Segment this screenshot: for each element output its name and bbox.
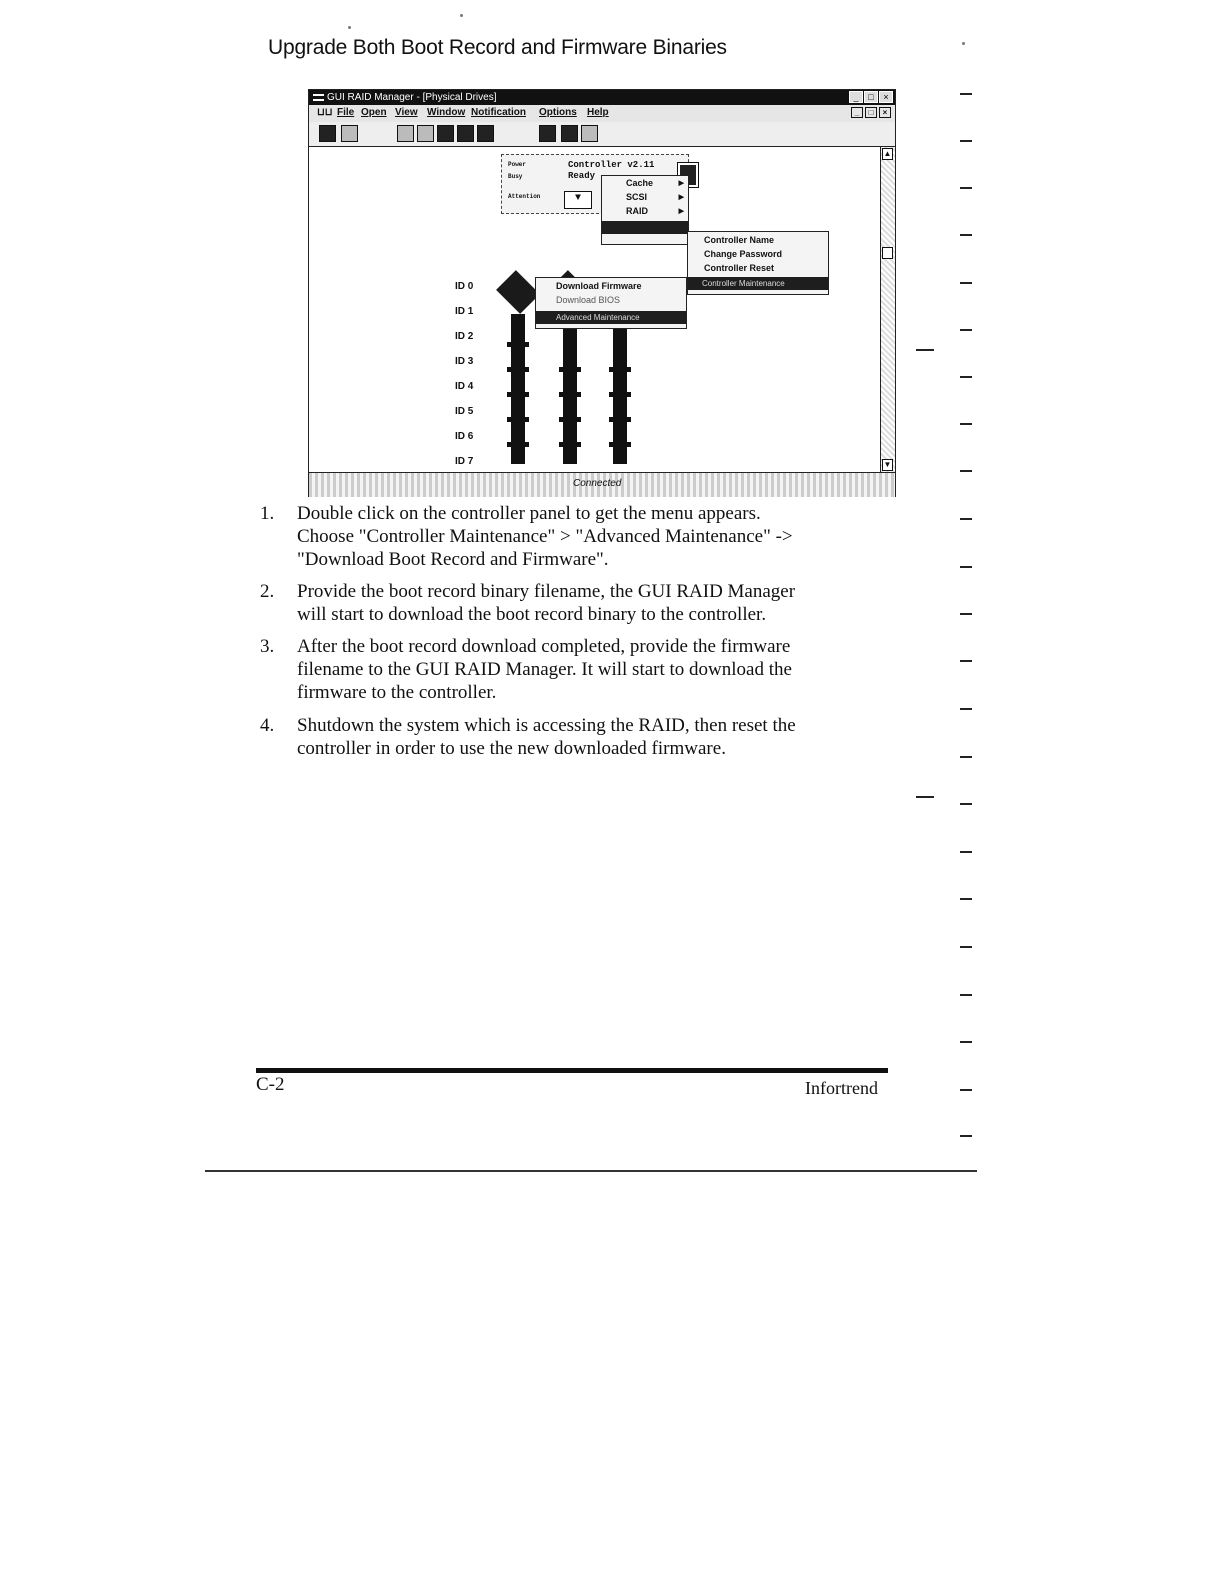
event-log-tool-icon[interactable] [561,125,578,142]
menu-window[interactable]: Window [427,107,466,118]
page-heading: Upgrade Both Boot Record and Firmware Binaries [268,36,727,59]
mdi-close-button[interactable]: × [879,107,891,118]
logical-drive-tool-icon[interactable] [397,125,414,142]
menu-item-cache[interactable]: Cache [626,178,654,188]
menu-file[interactable]: File [337,107,355,118]
menu-item-scsi[interactable]: SCSI [626,192,648,202]
step-number: 3. [260,636,275,657]
step-number: 2. [260,581,275,602]
menu-item-controller-selected[interactable] [602,221,688,234]
connect-tool-icon[interactable] [319,125,336,142]
maximize-button[interactable]: □ [864,91,878,103]
menu-view[interactable]: View [395,107,418,118]
menu-item-download-firmware[interactable]: Download Firmware [556,281,642,291]
menu-item-controller-maintenance[interactable]: Controller Maintenance [688,277,828,290]
footer-rule [256,1068,888,1073]
channel-tool-icon[interactable] [457,125,474,142]
physical-drive-tool-icon[interactable] [437,125,454,142]
maintenance-submenu [535,277,687,329]
panel-spin-button[interactable]: ▼ [564,191,592,209]
configuration-tool-icon[interactable] [539,125,556,142]
app-menu-icon[interactable]: ⊔⊔ [317,107,333,118]
busy-led-label: Busy [508,173,523,180]
logical-volume-tool-icon[interactable] [417,125,434,142]
status-bar [309,472,895,497]
host-lun-tool-icon[interactable] [477,125,494,142]
footer-brand: Infortrend [805,1078,878,1098]
power-led-label: Power [508,161,527,168]
system-menu-icon[interactable] [313,94,324,101]
attention-led-label: Attention [508,193,541,200]
id-label: ID 1 [455,306,474,317]
mdi-minimize-button[interactable]: _ [851,107,863,118]
vertical-scrollbar[interactable] [880,147,895,472]
window-controls [849,91,893,103]
menu-bar [309,105,895,122]
scroll-down-icon[interactable]: ▼ [883,460,892,469]
gui-raid-manager-screenshot [308,89,896,497]
page-bottom-line [205,1170,977,1172]
step-text: Double click on the controller panel to get the menu appears. Choose "Controller Maintenance" > "Advanced Maintenance" -> "Download Boot Record and Firmware". [297,503,793,570]
menu-item-controller-name[interactable]: Controller Name [704,235,775,245]
menu-open[interactable]: Open [361,107,387,118]
disconnect-tool-icon[interactable] [341,125,358,142]
id-label: ID 3 [455,356,474,367]
mdi-restore-button[interactable]: □ [865,107,877,118]
menu-item-raid[interactable]: RAID [626,206,648,216]
connection-status: Connected [573,478,622,489]
scroll-up-icon[interactable]: ▲ [883,149,892,158]
menu-notification[interactable]: Notification [471,107,526,118]
id-label: ID 2 [455,331,474,342]
controller-submenu [687,231,829,295]
menu-help[interactable]: Help [587,107,609,118]
step-text: Provide the boot record binary filename, the GUI RAID Manager will start to download the boot record binary to the controller. [297,581,796,625]
toolbar [309,122,895,147]
id-label: ID 6 [455,431,474,442]
step-number: 4. [260,715,275,736]
controller-status-text: Ready [568,171,596,181]
id-label: ID 7 [455,456,474,467]
window-title: GUI RAID Manager - [Physical Drives] [327,92,497,103]
menu-item-advanced-maintenance[interactable]: Advanced Maintenance [536,311,686,324]
window-titlebar [309,90,895,105]
step-number: 1. [260,503,275,524]
menu-item-change-password[interactable]: Change Password [704,249,783,259]
mdi-controls [851,107,891,118]
id-label: ID 4 [455,381,474,392]
controller-popup-menu: Cache ▶ SCSI ▶ RAID ▶ [601,175,689,245]
id-label: ID 5 [455,406,474,417]
close-button[interactable]: × [879,91,893,103]
drive-chip-icon [496,270,540,314]
scroll-thumb[interactable] [882,247,893,259]
statistics-tool-icon[interactable] [581,125,598,142]
minimize-button[interactable]: _ [849,91,863,103]
controller-version-text: Controller v2.11 [568,160,655,170]
step-text: After the boot record download completed, provide the firmware filename to the GUI RAID Manager. It will start to download the firmware to the controller. [297,636,792,703]
page-number: C-2 [256,1074,285,1095]
menu-item-download-bios[interactable]: Download BIOS [556,295,621,305]
menu-options[interactable]: Options [539,107,577,118]
id-label: ID 0 [455,281,474,292]
physical-drives-view [309,147,879,472]
step-text: Shutdown the system which is accessing the RAID, then reset the controller in order to use the new downloaded firmware. [297,715,796,759]
menu-item-controller-reset[interactable]: Controller Reset [704,263,775,273]
